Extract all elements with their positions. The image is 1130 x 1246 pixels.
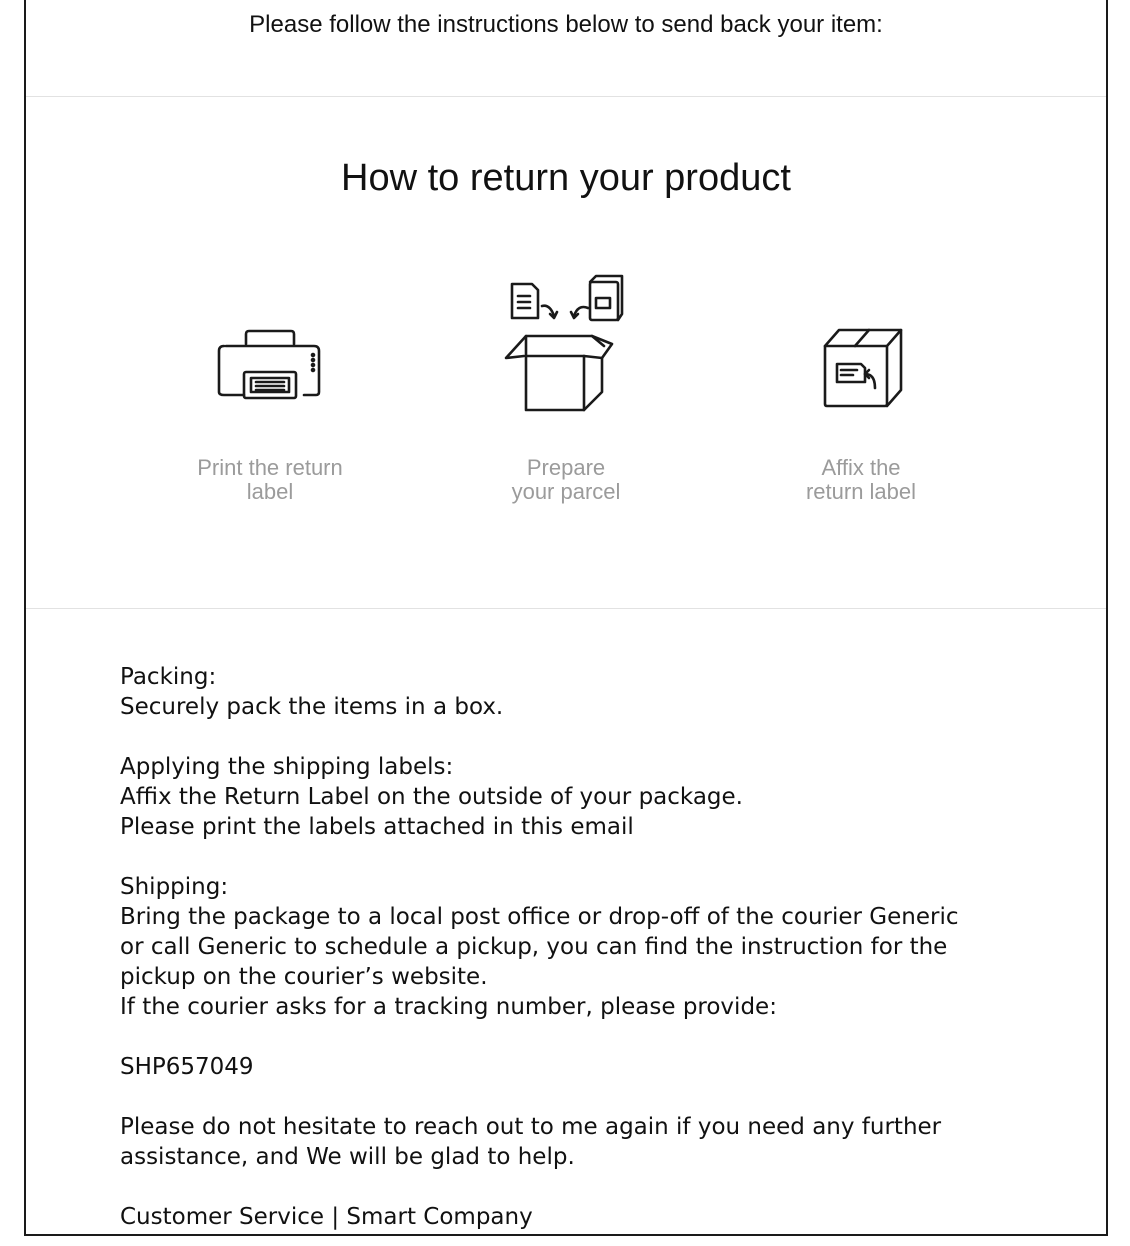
box-with-label-icon	[821, 326, 905, 410]
packing-heading: Packing:	[120, 664, 217, 690]
shipping-heading: Shipping:	[120, 874, 229, 900]
shipping-line: Bring the package to a local post office or drop-off of the courier Generic	[120, 904, 959, 930]
shipping-line: pickup on the courier’s website.	[120, 964, 488, 990]
closing-line: assistance, and We will be glad to help.	[120, 1144, 575, 1170]
step-label: Print the return label	[197, 455, 343, 504]
tracking-section	[120, 1052, 1020, 1082]
step-affix-label	[741, 320, 981, 520]
box-with-documents-icon	[504, 274, 624, 412]
labels-section	[120, 752, 1020, 842]
shipping-line: or call Generic to schedule a pickup, you can find the instruction for the	[120, 934, 948, 960]
labels-heading: Applying the shipping labels:	[120, 754, 454, 780]
step-label: Affix the return label	[805, 455, 917, 504]
closing-section	[120, 1112, 1020, 1172]
step-prepare-parcel	[446, 270, 686, 520]
how-to-title: How to return your product	[341, 157, 791, 199]
step-label: Prepare your parcel	[511, 455, 621, 504]
packing-section	[120, 662, 1020, 722]
intro-text: Please follow the instructions below to send back your item:	[249, 11, 883, 38]
shipping-section	[120, 872, 1020, 1022]
labels-line: Please print the labels attached in this email	[120, 814, 634, 840]
labels-line: Affix the Return Label on the outside of your package.	[120, 784, 743, 810]
top-divider	[26, 96, 1106, 97]
step-print-label	[150, 320, 390, 520]
tracking-number: SHP657049	[120, 1054, 254, 1080]
signature-section	[120, 1202, 1020, 1232]
signature: Customer Service | Smart Company	[120, 1204, 533, 1230]
closing-line: Please do not hesitate to reach out to me again if you need any further	[120, 1114, 942, 1140]
printer-icon	[216, 328, 324, 408]
middle-divider	[26, 608, 1106, 609]
instructions-text	[120, 662, 1020, 1236]
shipping-line: If the courier asks for a tracking number, please provide:	[120, 994, 777, 1020]
email-body	[24, 0, 1108, 1236]
packing-text: Securely pack the items in a box.	[120, 694, 504, 720]
